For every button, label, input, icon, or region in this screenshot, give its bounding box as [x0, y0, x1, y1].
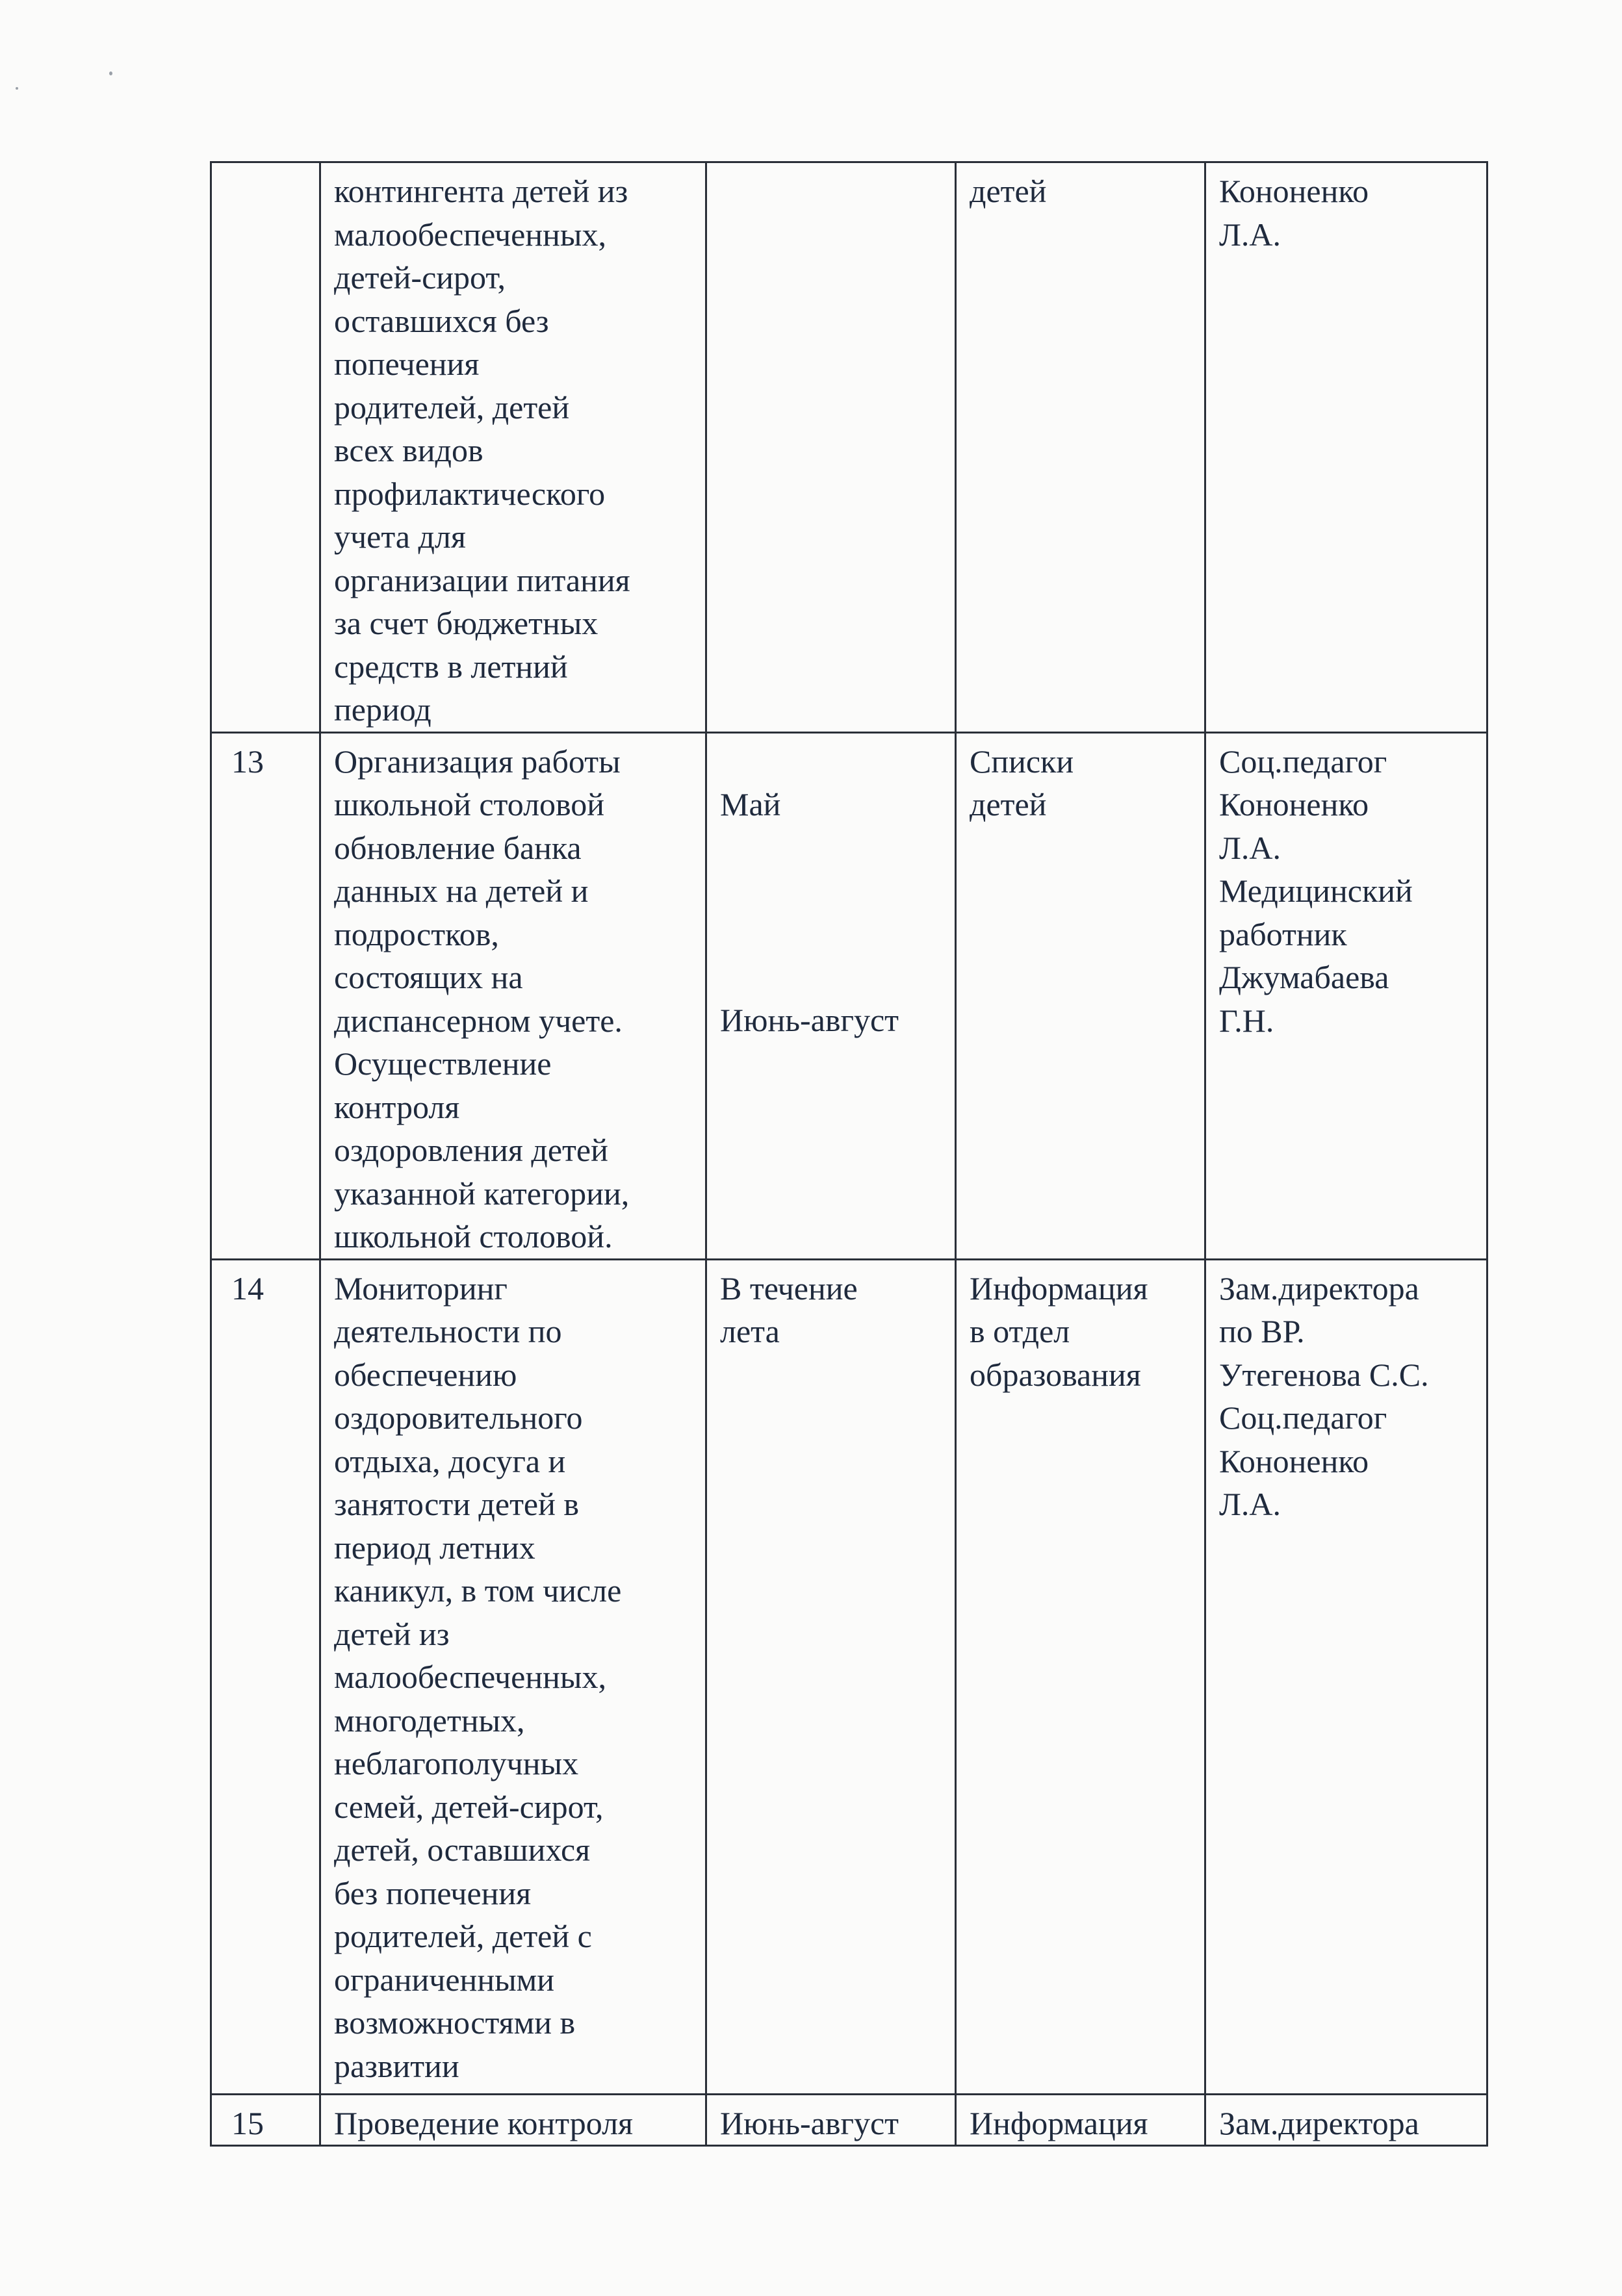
table-row: [211, 732, 1487, 1259]
row-number: 14: [211, 1259, 320, 2094]
term-cell: [706, 162, 956, 733]
activity-cell: контингента детей из малообеспеченных, детей-сирот, оставшихся без попечения родителей, детей всех видов профилактического учета для организации питания за счет бюджетных средств в летний период: [320, 162, 706, 733]
scan-speck: [16, 87, 18, 90]
row-number: [211, 162, 320, 733]
term-second: Июнь-август: [720, 1002, 899, 1038]
responsible-cell: Зам.директора: [1205, 2094, 1487, 2146]
activity-plan-table: [210, 161, 1488, 2147]
activity-cell: Мониторинг деятельности по обеспечению оздоровительного отдыха, досуга и занятости детей в период летних каникул, в том числе детей из малообеспеченных, многодетных, неблагополучных семей, детей-сирот, детей, оставшихся без попечения родителей, детей с ограниченными возможностями в развитии: [320, 1259, 706, 2094]
term-cell: Июнь-август: [706, 2094, 956, 2146]
output-cell: Информация: [956, 2094, 1205, 2146]
row-number: 13: [211, 732, 320, 1259]
responsible-cell: Соц.педагог Кононенко Л.А. Медицинский работник Джумабаева Г.Н.: [1205, 732, 1487, 1259]
output-cell: Информация в отдел образования: [956, 1259, 1205, 2094]
row-number: 15: [211, 2094, 320, 2146]
responsible-cell: Кононенко Л.А.: [1205, 162, 1487, 733]
responsible-cell: Зам.директора по ВР. Утегенова С.С. Соц.педагог Кононенко Л.А.: [1205, 1259, 1487, 2094]
term-first: Май: [720, 786, 781, 823]
table-row: [211, 2094, 1487, 2146]
output-cell: детей: [956, 162, 1205, 733]
table-row: [211, 1259, 1487, 2094]
term-gap: [720, 826, 947, 956]
activity-cell: Проведение контроля: [320, 2094, 706, 2146]
table-row: [211, 162, 1487, 733]
scan-speck: [109, 71, 112, 75]
activity-cell: Организация работы школьной столовой обновление банка данных на детей и подростков, состоящих на диспансерном учете. Осуществление контроля оздоровления детей указанной категории, школьной столовой.: [320, 732, 706, 1259]
output-cell: Списки детей: [956, 732, 1205, 1259]
term-cell: [706, 732, 956, 1259]
term-cell: В течение лета: [706, 1259, 956, 2094]
